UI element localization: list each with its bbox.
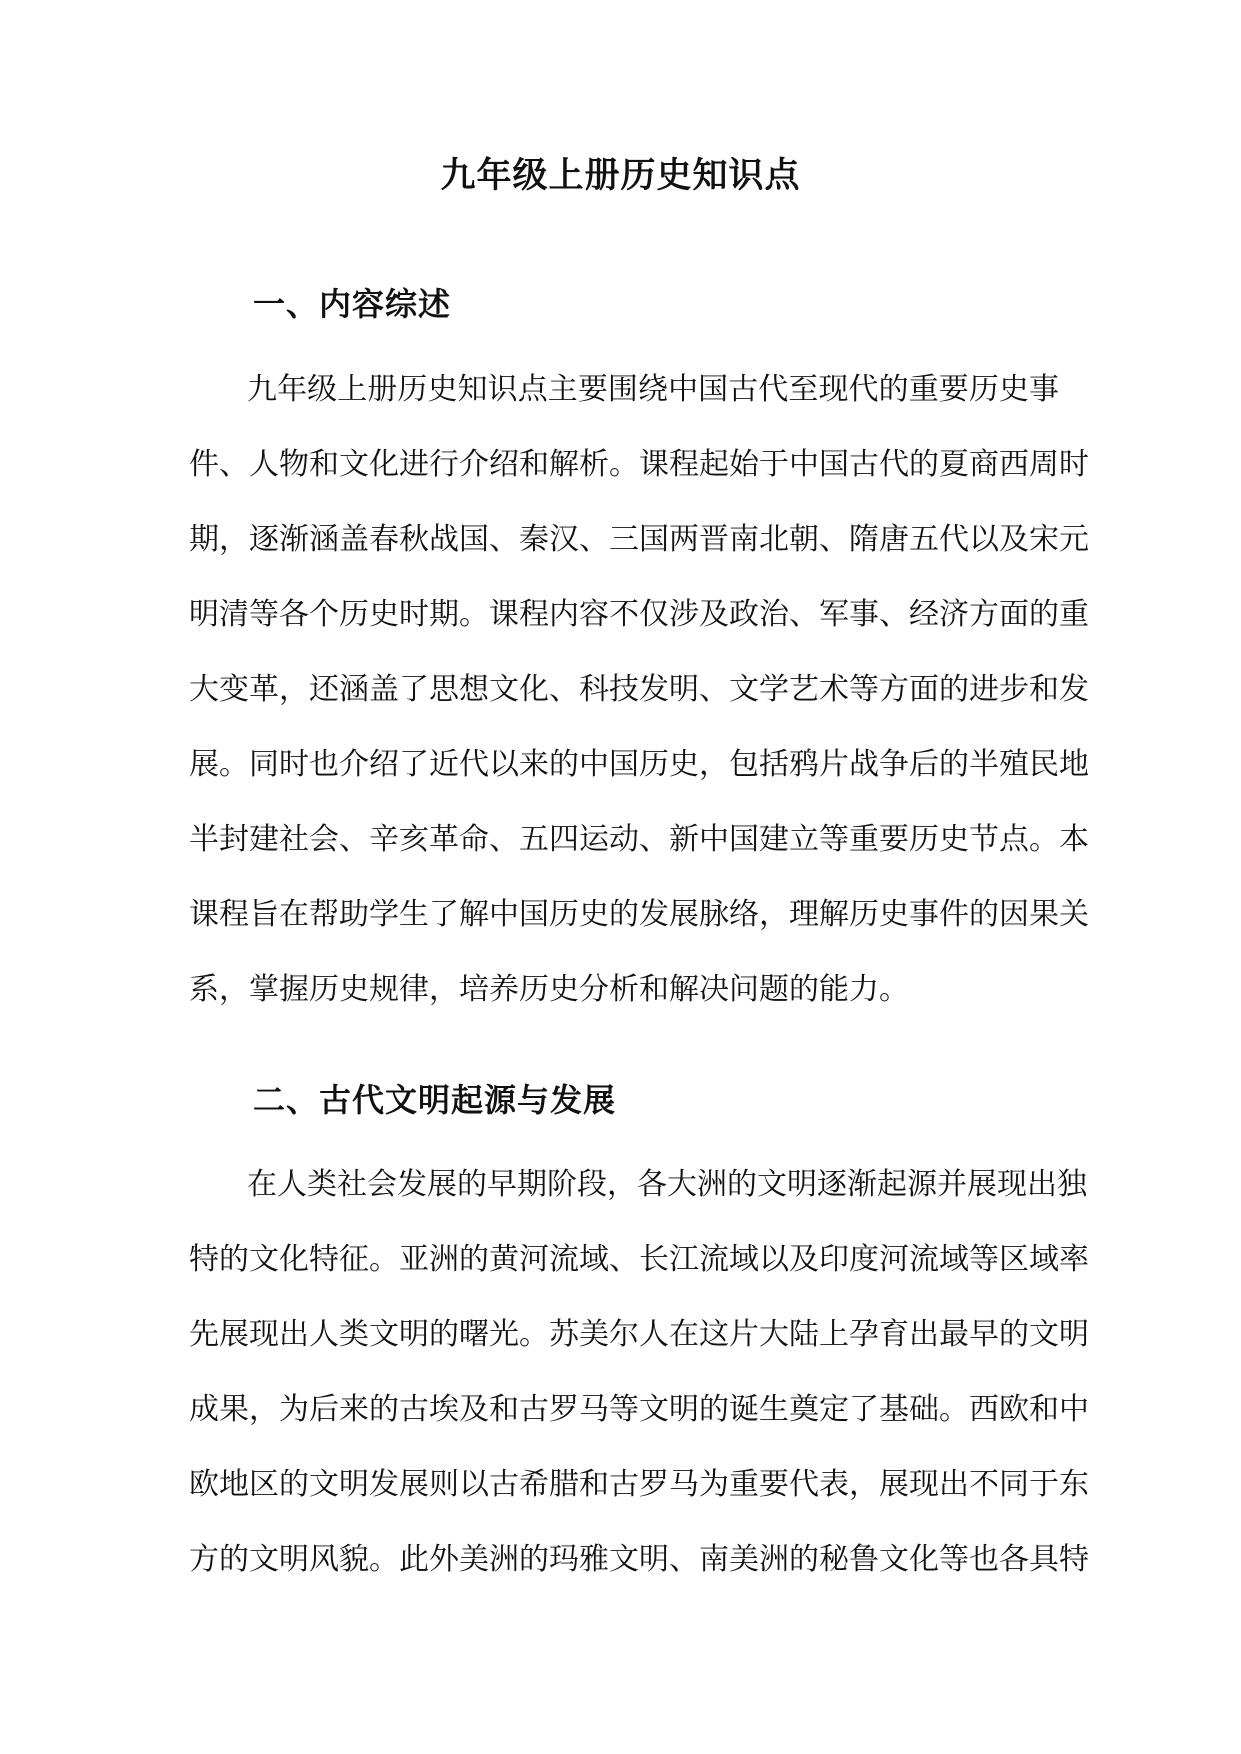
paragraph-line: 展。同时也介绍了近代以来的中国历史，包括鸦片战争后的半殖民地 — [189, 747, 1089, 782]
paragraph-line: 明清等各个历史时期。课程内容不仅涉及政治、军事、经济方面的重 — [189, 597, 1089, 632]
paragraph-line: 系，掌握历史规律，培养历史分析和解决问题的能力。 — [189, 972, 909, 1007]
section-paragraph-ancient-civilizations — [189, 1147, 1089, 1597]
paragraph-line: 半封建社会、辛亥革命、五四运动、新中国建立等重要历史节点。本 — [189, 822, 1089, 857]
paragraph-line: 课程旨在帮助学生了解中国历史的发展脉络，理解历史事件的因果关 — [189, 897, 1089, 932]
section-heading-overview: 一、内容综述 — [253, 285, 452, 323]
paragraph-line: 特的文化特征。亚洲的黄河流域、长江流域以及印度河流域等区域率 — [189, 1242, 1089, 1277]
paragraph-line: 期，逐渐涵盖春秋战国、秦汉、三国两晋南北朝、隋唐五代以及宋元 — [189, 522, 1089, 557]
paragraph-line: 九年级上册历史知识点主要围绕中国古代至现代的重要历史事 — [247, 372, 1059, 407]
section-heading-ancient-civilizations: 二、古代文明起源与发展 — [253, 1081, 617, 1119]
paragraph-line: 欧地区的文明发展则以古希腊和古罗马为重要代表，展现出不同于东 — [189, 1467, 1089, 1502]
document-title: 九年级上册历史知识点 — [440, 155, 801, 196]
paragraph-line: 件、人物和文化进行介绍和解析。课程起始于中国古代的夏商西周时 — [189, 447, 1089, 482]
paragraph-line: 在人类社会发展的早期阶段，各大洲的文明逐渐起源并展现出独 — [247, 1167, 1087, 1202]
paragraph-line: 成果，为后来的古埃及和古罗马等文明的诞生奠定了基础。西欧和中 — [189, 1392, 1089, 1427]
paragraph-line: 方的文明风貌。此外美洲的玛雅文明、南美洲的秘鲁文化等也各具特 — [189, 1542, 1089, 1577]
paragraph-line: 大变革，还涵盖了思想文化、科技发明、文学艺术等方面的进步和发 — [189, 672, 1089, 707]
paragraph-line: 先展现出人类文明的曙光。苏美尔人在这片大陆上孕育出最早的文明 — [189, 1317, 1089, 1352]
section-paragraph-overview — [189, 352, 1089, 1027]
